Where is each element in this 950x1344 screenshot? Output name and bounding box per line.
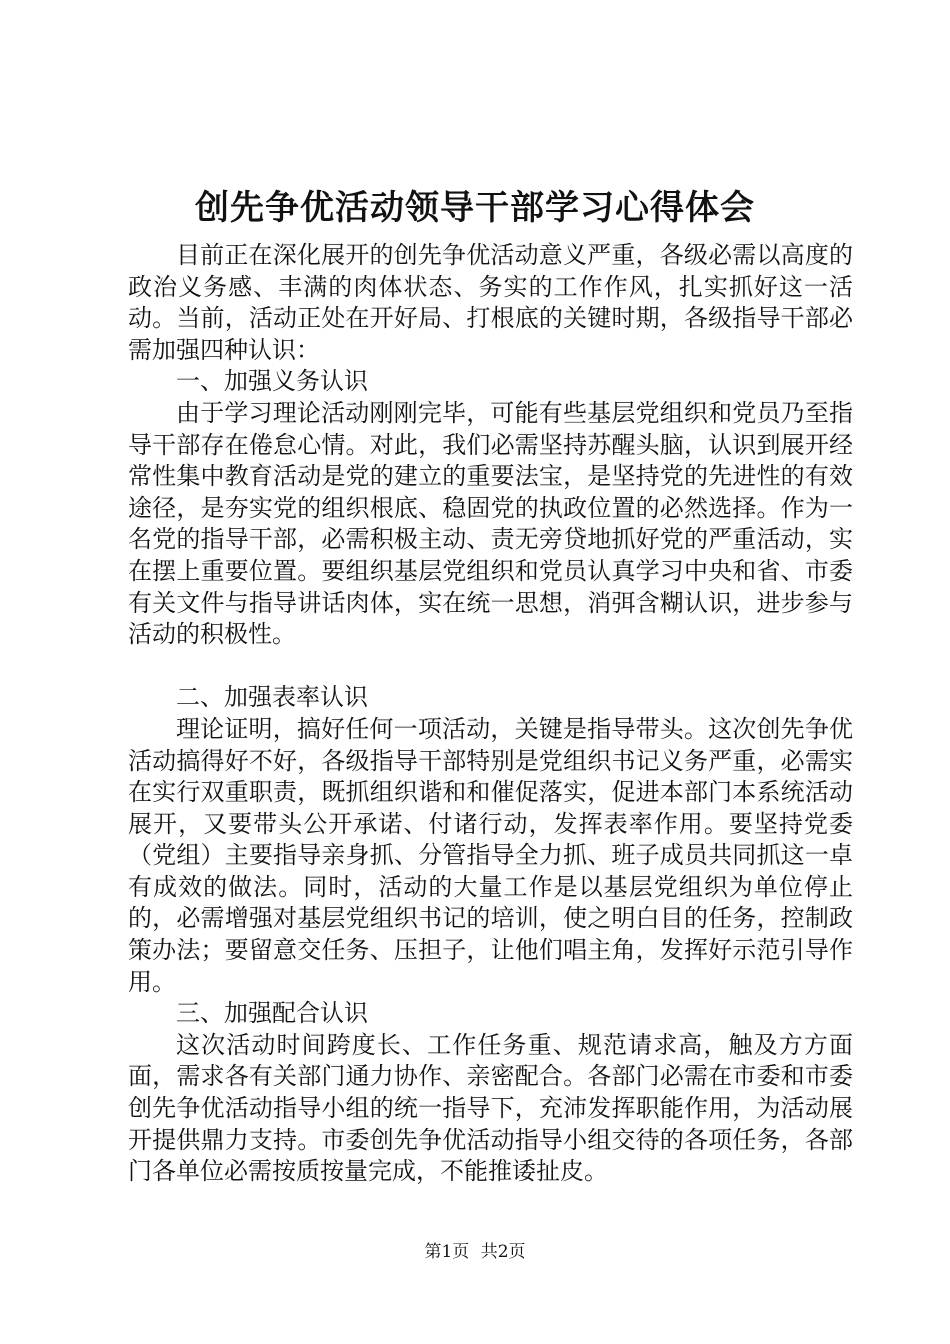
document-title: 创先争优活动领导干部学习心得体会: [195, 188, 755, 228]
section-paragraph-2: 理论证明，搞好任何一项活动，关键是指导带头。这次创先争优活动搞得好不好，各级指导干部特别是党组织书记义务严重，必需实在实行双重职责，既抓组织谐和和催促落实，促进本部门本系统活动展开，又要带头公开承诺、付诸行动，发挥表率作用。要坚持党委（党组）主要指导亲身抓、分管指导全力抓、班子成员共同抓这一卓有成效的做法。同时，活动的大量工作是以基层党组织为单位停止的，必需增强对基层党组织书记的培训，使之明白目的任务，控制政策办法；要留意交任务、压担子，让他们唱主角，发挥好示范引导作用。: [128, 714, 853, 996]
section-heading-3: 三、加强配合认识: [176, 999, 368, 1028]
section-heading-1: 一、加强义务认识: [176, 367, 368, 396]
intro-paragraph: 目前正在深化展开的创先争优活动意义严重，各级必需以高度的政治义务感、丰满的肉体状态、务实的工作作风，扎实抓好这一活动。当前，活动正处在开好局、打根底的关键时期，各级指导干部必需加强四种认识：: [128, 241, 853, 364]
section-paragraph-3: 这次活动时间跨度长、工作任务重、规范请求高，触及方方面面，需求各有关部门通力协作、亲密配合。各部门必需在市委和市委创先争优活动指导小组的统一指导下，充沛发挥职能作用，为活动展开提供鼎力支持。市委创先争优活动指导小组交待的各项任务，各部门各单位必需按质按量完成，不能推诿扯皮。: [128, 1030, 853, 1186]
section-heading-2: 二、加强表率认识: [176, 683, 368, 712]
page-number: 第1页: [424, 1242, 470, 1262]
page-total: 共2页: [480, 1242, 526, 1262]
paragraph-gap: [128, 651, 853, 683]
document-body: [128, 240, 853, 1188]
section-paragraph-1: 由于学习理论活动刚刚完毕，可能有些基层党组织和党员乃至指导干部存在倦怠心情。对此，我们必需坚持苏醒头脑，认识到展开经常性集中教育活动是党的建立的重要法宝，是坚持党的先进性的有效途径，是夯实党的组织根底、稳固党的执政位置的必然选择。作为一名党的指导干部，必需积极主动、责无旁贷地抓好党的严重活动，实在摆上重要位置。要组织基层党组织和党员认真学习中央和省、市委有关文件与指导讲话肉体，实在统一思想，消弭含糊认识，进步参与活动的积极性。: [128, 398, 853, 649]
page-footer: [0, 1241, 950, 1263]
